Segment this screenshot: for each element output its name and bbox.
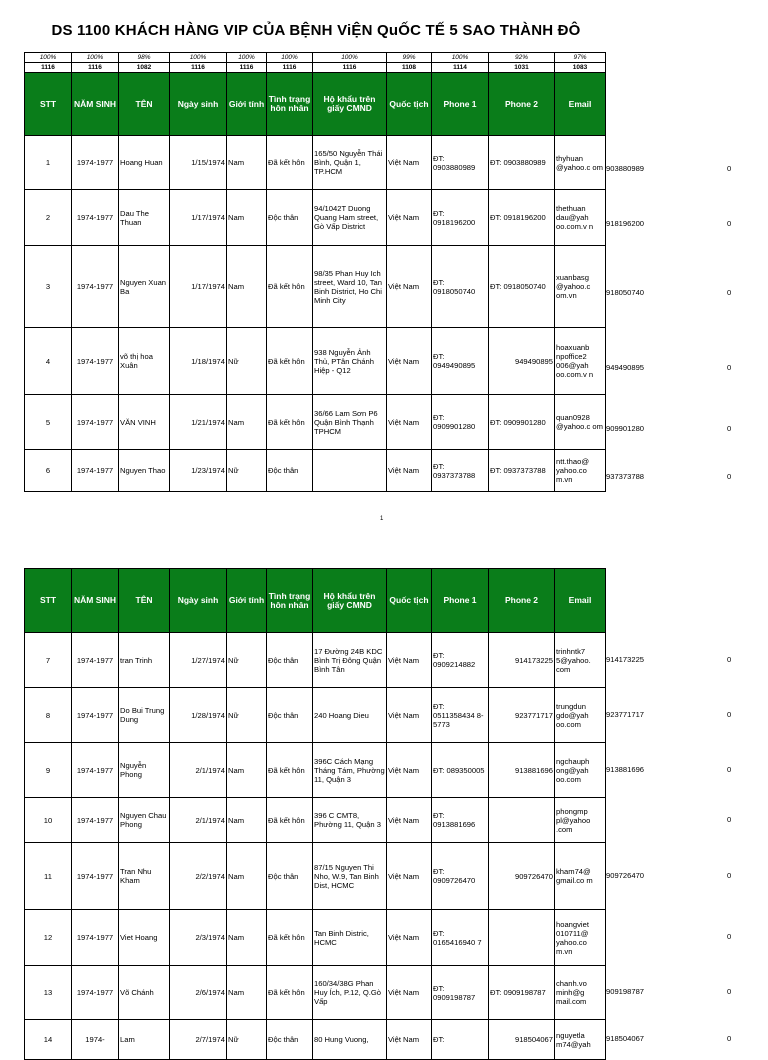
extra-phone: 914173225 (606, 654, 645, 664)
count-cell: 1031 (489, 63, 555, 73)
column-header: Phone 1 (432, 569, 489, 633)
cell-p2: ĐT: 0909198787 (489, 966, 555, 1020)
cell-p2: ĐT: 0903880989 (489, 136, 555, 190)
cell-qt: Việt Nam (387, 328, 432, 395)
cell-p1: ĐT: 0165416940 7 (432, 910, 489, 966)
count-cell: 1108 (387, 63, 432, 73)
cell-stt: 3 (25, 246, 72, 328)
extra-zero: 0 (727, 1034, 732, 1043)
cell-stt: 8 (25, 688, 72, 743)
cell-qt: Việt Nam (387, 798, 432, 843)
count-cell: 1114 (432, 63, 489, 73)
cell-nam: 1974-1977 (72, 798, 119, 843)
count-cell: 1116 (227, 63, 267, 73)
column-header: STT (25, 73, 72, 136)
extra-phone: 909726470 (606, 870, 645, 880)
cell-hk: Tan Binh Distric, HCMC (313, 910, 387, 966)
percent-cell: 100% (313, 53, 387, 63)
cell-nam: 1974- (72, 1020, 119, 1060)
cell-gt: Nữ (227, 1020, 267, 1060)
customer-table-page-1 (24, 52, 606, 492)
cell-stt: 1 (25, 136, 72, 190)
cell-stt: 2 (25, 190, 72, 246)
cell-email: thethuan dau@yah oo.com.v n (555, 190, 606, 246)
cell-p1: ĐT: 0949490895 (432, 328, 489, 395)
cell-nam: 1974-1977 (72, 246, 119, 328)
column-header: Ngày sinh (170, 569, 227, 633)
cell-qt: Việt Nam (387, 843, 432, 910)
cell-gt: Nam (227, 966, 267, 1020)
extra-zero: 0 (727, 654, 732, 664)
table-row (25, 328, 606, 395)
extra-zero: 0 (727, 362, 732, 372)
extra-phone: 909198787 (606, 987, 645, 996)
column-header: Phone 2 (489, 569, 555, 633)
cell-ngay: 1/23/1974 (170, 450, 227, 492)
cell-nam: 1974-1977 (72, 910, 119, 966)
cell-email: nguyetla m74@yah (555, 1020, 606, 1060)
cell-hk: 17 Đường 24B KDC Bình Trị Đông Quận Bình Tân (313, 633, 387, 688)
cell-email: quan0928 @yahoo.c om (555, 395, 606, 450)
cell-stt: 13 (25, 966, 72, 1020)
cell-ngay: 1/27/1974 (170, 633, 227, 688)
cell-tt: Độc thân (267, 450, 313, 492)
cell-gt: Nam (227, 910, 267, 966)
cell-p1: ĐT: 089350005 (432, 743, 489, 798)
cell-p1: ĐT: 0913881696 (432, 798, 489, 843)
customer-table-page-2 (24, 568, 606, 1060)
cell-p1: ĐT: 0511358434 8-5773 (432, 688, 489, 743)
column-header: Quốc tịch (387, 569, 432, 633)
cell-hk: 396C Cách Mạng Tháng Tám, Phường 11, Quận 3 (313, 743, 387, 798)
cell-stt: 7 (25, 633, 72, 688)
cell-tt: Đã kết hôn (267, 328, 313, 395)
cell-hk: 87/15 Nguyen Thi Nho, W.9, Tan Binh Dist, HCMC (313, 843, 387, 910)
table-row (25, 688, 606, 743)
table-row (25, 966, 606, 1020)
cell-email: trinhntk7 5@yahoo. com (555, 633, 606, 688)
cell-tt: Đã kết hôn (267, 246, 313, 328)
column-header: Giới tính (227, 73, 267, 136)
table-row (25, 910, 606, 966)
cell-nam: 1974-1977 (72, 843, 119, 910)
table-row (25, 246, 606, 328)
extra-zero: 0 (727, 764, 732, 774)
percent-cell: 97% (555, 53, 606, 63)
cell-gt: Nam (227, 246, 267, 328)
column-header: Email (555, 569, 606, 633)
cell-p1: ĐT: 0909726470 (432, 843, 489, 910)
column-header: Phone 1 (432, 73, 489, 136)
column-header: NĂM SINH (72, 569, 119, 633)
extra-phone: 903880989 (606, 164, 645, 173)
percent-cell: 100% (432, 53, 489, 63)
cell-qt: Việt Nam (387, 966, 432, 1020)
table-row (25, 633, 606, 688)
header-row (25, 73, 606, 136)
cell-p2: ĐT: 0937373788 (489, 450, 555, 492)
count-cell: 1116 (25, 63, 72, 73)
cell-ngay: 2/3/1974 (170, 910, 227, 966)
cell-ngay: 1/15/1974 (170, 136, 227, 190)
cell-email: hoaxuanb npoffice2 006@yah oo.com.v n (555, 328, 606, 395)
cell-ngay: 1/21/1974 (170, 395, 227, 450)
percent-cell: 100% (170, 53, 227, 63)
cell-email: trungdun gdo@yah oo.com (555, 688, 606, 743)
cell-stt: 5 (25, 395, 72, 450)
cell-qt: Việt Nam (387, 190, 432, 246)
cell-p1: ĐT: (432, 1020, 489, 1060)
cell-ten: Lam (119, 1020, 170, 1060)
extra-zero: 0 (727, 709, 732, 719)
cell-ten: tran Trinh (119, 633, 170, 688)
column-header: Ngày sinh (170, 73, 227, 136)
column-header: Email (555, 73, 606, 136)
table-row (25, 190, 606, 246)
cell-gt: Nam (227, 798, 267, 843)
cell-hk: 165/50 Nguyễn Thái Bình, Quận 1, TP.HCM (313, 136, 387, 190)
cell-email: ntt.thao@ yahoo.co m.vn (555, 450, 606, 492)
cell-tt: Đã kết hôn (267, 395, 313, 450)
extra-zero: 0 (727, 423, 732, 433)
cell-hk (313, 450, 387, 492)
extra-phone: 937373788 (606, 472, 645, 481)
cell-ten: Tran Nhu Kham (119, 843, 170, 910)
percent-cell: 92% (489, 53, 555, 63)
cell-gt: Nam (227, 395, 267, 450)
table-row (25, 395, 606, 450)
cell-hk: 80 Hung Vuong, (313, 1020, 387, 1060)
cell-email: xuanbasg @yahoo.c om.vn (555, 246, 606, 328)
column-header: Tình trạng hôn nhân (267, 73, 313, 136)
cell-p2 (489, 910, 555, 966)
cell-tt: Độc thân (267, 1020, 313, 1060)
extra-zero: 0 (727, 870, 732, 880)
extra-zero: 0 (727, 932, 732, 941)
column-header: Phone 2 (489, 73, 555, 136)
cell-ngay: 1/17/1974 (170, 190, 227, 246)
cell-p1: ĐT: 0903880989 (432, 136, 489, 190)
cell-nam: 1974-1977 (72, 136, 119, 190)
percent-cell: 100% (267, 53, 313, 63)
cell-hk: 396 C CMT8, Phường 11, Quận 3 (313, 798, 387, 843)
cell-email: chanh.vo minh@g mail.com (555, 966, 606, 1020)
cell-ten: Nguyen Xuan Ba (119, 246, 170, 328)
cell-email: ngchauph ong@yah oo.com (555, 743, 606, 798)
cell-gt: Nữ (227, 450, 267, 492)
cell-tt: Độc thân (267, 633, 313, 688)
cell-gt: Nữ (227, 688, 267, 743)
cell-ngay: 1/18/1974 (170, 328, 227, 395)
cell-email: kham74@ gmail.co m (555, 843, 606, 910)
count-cell: 1116 (72, 63, 119, 73)
extra-phone: 918504067 (606, 1034, 645, 1043)
cell-p1: ĐT: 0909214882 (432, 633, 489, 688)
cell-nam: 1974-1977 (72, 633, 119, 688)
extra-phone: 949490895 (606, 362, 645, 372)
cell-ten: Hoang Huan (119, 136, 170, 190)
table-row (25, 798, 606, 843)
count-cell: 1116 (170, 63, 227, 73)
cell-stt: 11 (25, 843, 72, 910)
percent-cell: 99% (387, 53, 432, 63)
cell-tt: Đã kết hôn (267, 910, 313, 966)
table-row (25, 450, 606, 492)
cell-p1: ĐT: 0918050740 (432, 246, 489, 328)
cell-gt: Nữ (227, 633, 267, 688)
cell-p2: 909726470 (489, 843, 555, 910)
cell-tt: Đã kết hôn (267, 136, 313, 190)
cell-ngay: 2/2/1974 (170, 843, 227, 910)
cell-ten: Nguyen Chau Phong (119, 798, 170, 843)
cell-stt: 6 (25, 450, 72, 492)
cell-ten: Nguyen Thao (119, 450, 170, 492)
cell-qt: Việt Nam (387, 688, 432, 743)
count-cell: 1082 (119, 63, 170, 73)
cell-tt: Đã kết hôn (267, 798, 313, 843)
extra-zero: 0 (727, 164, 732, 173)
cell-ten: Viet Hoang (119, 910, 170, 966)
column-header: NĂM SINH (72, 73, 119, 136)
cell-ngay: 1/28/1974 (170, 688, 227, 743)
extra-zero: 0 (727, 987, 732, 996)
cell-gt: Nam (227, 190, 267, 246)
cell-email: phongmp pl@yahoo .com (555, 798, 606, 843)
cell-nam: 1974-1977 (72, 743, 119, 798)
cell-tt: Đã kết hôn (267, 743, 313, 798)
cell-p2: 923771717 (489, 688, 555, 743)
cell-p2: ĐT: 0918050740 (489, 246, 555, 328)
page-number: 1 (380, 516, 384, 522)
cell-tt: Đã kết hôn (267, 966, 313, 1020)
cell-hk: 160/34/38G Phan Huy Ích, P.12, Q.Gò Vấp (313, 966, 387, 1020)
table-row (25, 743, 606, 798)
extra-zero: 0 (727, 472, 732, 481)
cell-hk: 98/35 Phan Huy Ich street, Ward 10, Tan Binh District, Ho Chi Minh City (313, 246, 387, 328)
cell-qt: Việt Nam (387, 1020, 432, 1060)
cell-p2 (489, 798, 555, 843)
cell-ten: Do Bui Trung Dung (119, 688, 170, 743)
percent-cell: 98% (119, 53, 170, 63)
header-row (25, 569, 606, 633)
cell-p1: ĐT: 0909901280 (432, 395, 489, 450)
column-header: STT (25, 569, 72, 633)
page-title: DS 1100 KHÁCH HÀNG VIP CỦA BỆNH ViỆN QuỐC TẾ 5 SAO THÀNH ĐÔ (51, 22, 581, 39)
cell-nam: 1974-1977 (72, 395, 119, 450)
cell-nam: 1974-1977 (72, 190, 119, 246)
cell-p1: ĐT: 0918196200 (432, 190, 489, 246)
cell-p2: 918504067 (489, 1020, 555, 1060)
cell-p2: ĐT: 0918196200 (489, 190, 555, 246)
cell-nam: 1974-1977 (72, 966, 119, 1020)
cell-ten: Dau The Thuan (119, 190, 170, 246)
cell-hk: 240 Hoang Dieu (313, 688, 387, 743)
cell-p1: ĐT: 0937373788 (432, 450, 489, 492)
cell-stt: 4 (25, 328, 72, 395)
cell-hk: 94/1042T Duong Quang Ham street, Gò Vấp District (313, 190, 387, 246)
table-row (25, 1020, 606, 1060)
count-row (25, 63, 606, 73)
cell-p2: 949490895 (489, 328, 555, 395)
cell-p2: 914173225 (489, 633, 555, 688)
cell-qt: Việt Nam (387, 743, 432, 798)
column-header: TÊN (119, 569, 170, 633)
cell-tt: Độc thân (267, 190, 313, 246)
cell-qt: Việt Nam (387, 136, 432, 190)
extra-zero: 0 (727, 814, 732, 824)
cell-qt: Việt Nam (387, 395, 432, 450)
cell-ngay: 2/1/1974 (170, 798, 227, 843)
cell-tt: Độc thân (267, 843, 313, 910)
percent-cell: 100% (227, 53, 267, 63)
cell-gt: Nam (227, 843, 267, 910)
cell-stt: 9 (25, 743, 72, 798)
percent-cell: 100% (72, 53, 119, 63)
extra-phone: 918196200 (606, 219, 645, 228)
cell-stt: 14 (25, 1020, 72, 1060)
table-row (25, 843, 606, 910)
cell-ten: Nguyễn Phong (119, 743, 170, 798)
cell-gt: Nữ (227, 328, 267, 395)
count-cell: 1116 (313, 63, 387, 73)
extra-zero: 0 (727, 219, 732, 228)
cell-ngay: 1/17/1974 (170, 246, 227, 328)
extra-phone: 923771717 (606, 709, 645, 719)
table-row (25, 136, 606, 190)
column-header: Quốc tịch (387, 73, 432, 136)
cell-ten: VĂN VINH (119, 395, 170, 450)
column-header: Giới tính (227, 569, 267, 633)
cell-hk: 36/66 Lam Sơn P6 Quận Bình Thạnh TPHCM (313, 395, 387, 450)
cell-email: hoangviet 010711@ yahoo.co m.vn (555, 910, 606, 966)
cell-nam: 1974-1977 (72, 328, 119, 395)
percent-cell: 100% (25, 53, 72, 63)
cell-hk: 938 Nguyễn Ảnh Thủ, PTân Chánh Hiệp - Q12 (313, 328, 387, 395)
cell-qt: Việt Nam (387, 246, 432, 328)
cell-p2: 913881696 (489, 743, 555, 798)
extra-phone: 913881696 (606, 764, 645, 774)
cell-tt: Độc thân (267, 688, 313, 743)
percent-row (25, 53, 606, 63)
extra-phone: 918050740 (606, 288, 645, 297)
cell-email: thyhuan @yahoo.c om (555, 136, 606, 190)
extra-zero: 0 (727, 288, 732, 297)
column-header: TÊN (119, 73, 170, 136)
cell-nam: 1974-1977 (72, 450, 119, 492)
cell-stt: 10 (25, 798, 72, 843)
cell-qt: Việt Nam (387, 910, 432, 966)
extra-phone: 909901280 (606, 423, 645, 433)
cell-p1: ĐT: 0909198787 (432, 966, 489, 1020)
cell-ngay: 2/6/1974 (170, 966, 227, 1020)
cell-nam: 1974-1977 (72, 688, 119, 743)
cell-p2: ĐT: 0909901280 (489, 395, 555, 450)
cell-ten: Võ Chánh (119, 966, 170, 1020)
count-cell: 1083 (555, 63, 606, 73)
cell-ngay: 2/7/1974 (170, 1020, 227, 1060)
cell-qt: Việt Nam (387, 633, 432, 688)
cell-ngay: 2/1/1974 (170, 743, 227, 798)
cell-qt: Việt Nam (387, 450, 432, 492)
column-header: Hộ khẩu trên giấy CMND (313, 569, 387, 633)
column-header: Tình trạng hôn nhân (267, 569, 313, 633)
cell-gt: Nam (227, 136, 267, 190)
column-header: Hộ khẩu trên giấy CMND (313, 73, 387, 136)
cell-ten: võ thị hoa Xuân (119, 328, 170, 395)
count-cell: 1116 (267, 63, 313, 73)
cell-gt: Nam (227, 743, 267, 798)
cell-stt: 12 (25, 910, 72, 966)
